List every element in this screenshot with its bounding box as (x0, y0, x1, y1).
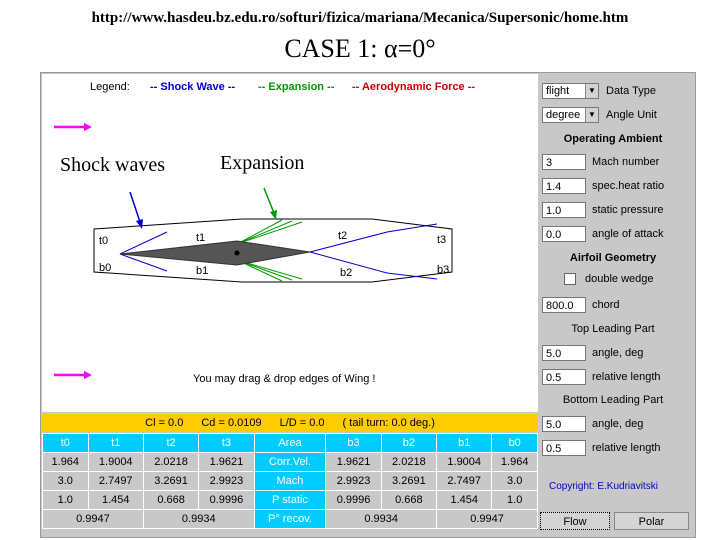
table-row (43, 472, 538, 491)
mach-label: Mach number (592, 156, 660, 168)
table-cell: 1.9621 (199, 453, 254, 472)
wing-shape[interactable] (120, 241, 310, 265)
cl-value: Cl = 0.0 (145, 417, 184, 429)
flow-button[interactable]: Flow (540, 512, 610, 530)
table-cell: 1.964 (43, 453, 89, 472)
bottom-length-label: relative length (592, 442, 661, 454)
operating-ambient-title: Operating Ambient (563, 133, 663, 145)
table-cell: 1.454 (437, 491, 492, 510)
bottom-angle-input[interactable]: 5.0 (542, 416, 586, 432)
bottom-angle-label: angle, deg (592, 418, 644, 430)
flow-table (42, 433, 538, 529)
table-header-row (43, 434, 538, 453)
results-bar (42, 414, 538, 432)
table-row-key: Mach (254, 472, 326, 491)
chevron-down-icon: ▼ (585, 108, 598, 122)
table-header: t1 (88, 434, 143, 453)
spec-heat-input[interactable]: 1.4 (542, 178, 586, 194)
expansion-annotation-arrow (264, 188, 277, 220)
label-t1: t1 (196, 232, 206, 244)
table-row-recov (43, 510, 538, 529)
table-header: t3 (199, 434, 254, 453)
table-header: b0 (492, 434, 538, 453)
table-header: t0 (43, 434, 89, 453)
double-wedge-label: double wedge (585, 273, 654, 285)
mach-input[interactable]: 3 (542, 154, 586, 170)
chord-input[interactable]: 800.0 (542, 297, 586, 313)
table-header: b1 (437, 434, 492, 453)
label-b3: b3 (437, 264, 450, 276)
table-header: t2 (143, 434, 198, 453)
cd-value: Cd = 0.0109 (201, 417, 262, 429)
expansion-annotation: Expansion (220, 152, 305, 174)
spec-heat-label: spec.heat ratio (592, 180, 665, 192)
top-length-input[interactable]: 0.5 (542, 369, 586, 385)
top-leading-title: Top Leading Part (571, 323, 655, 335)
label-t2: t2 (338, 230, 348, 242)
top-angle-input[interactable]: 5.0 (542, 345, 586, 361)
table-cell: 1.9004 (437, 453, 492, 472)
table-row (43, 491, 538, 510)
chord-label: chord (592, 299, 620, 311)
data-type-value: flight (546, 85, 570, 97)
top-length-label: relative length (592, 371, 661, 383)
shock-annotation-arrow (130, 192, 143, 229)
table-cell: 0.9934 (326, 510, 437, 529)
angle-unit-select[interactable] (542, 107, 599, 123)
table-header: b3 (326, 434, 381, 453)
table-row-key: P° recov. (254, 510, 326, 529)
table-cell: 0.9996 (199, 491, 254, 510)
double-wedge-checkbox[interactable] (564, 273, 576, 285)
label-t3: t3 (437, 234, 447, 246)
legend-label: Legend: (90, 81, 130, 93)
table-cell: 3.2691 (381, 472, 436, 491)
table-row (43, 453, 538, 472)
table-cell: 2.9923 (326, 472, 381, 491)
table-cell: 0.9934 (143, 510, 254, 529)
case-title: CASE 1: α=0° (284, 34, 436, 63)
table-cell: 1.0 (492, 491, 538, 510)
angle-unit-value: degree (546, 109, 581, 121)
table-cell: 1.964 (492, 453, 538, 472)
table-cell: 0.9947 (437, 510, 538, 529)
table-row-key: P static (254, 491, 326, 510)
table-cell: 3.2691 (143, 472, 198, 491)
chevron-down-icon: ▼ (585, 84, 598, 98)
label-b2: b2 (340, 267, 353, 279)
bottom-length-input[interactable]: 0.5 (542, 440, 586, 456)
static-pressure-label: static pressure (592, 204, 664, 216)
data-type-select[interactable] (542, 83, 599, 99)
table-cell: 0.9947 (43, 510, 144, 529)
bottom-leading-title: Bottom Leading Part (562, 394, 664, 406)
table-cell: 1.454 (88, 491, 143, 510)
table-cell: 2.0218 (143, 453, 198, 472)
copyright-text: Copyright: E.Kudriavitski (549, 481, 658, 492)
table-cell: 2.7497 (437, 472, 492, 491)
table-cell: 3.0 (43, 472, 89, 491)
table-cell: 2.0218 (381, 453, 436, 472)
table-cell: 3.0 (492, 472, 538, 491)
airfoil-diagram[interactable] (42, 74, 538, 412)
table-row-key: Corr.Vel. (254, 453, 326, 472)
static-pressure-input[interactable]: 1.0 (542, 202, 586, 218)
table-header: Area (254, 434, 326, 453)
label-t0: t0 (99, 235, 109, 247)
shock-waves-annotation: Shock waves (60, 154, 165, 176)
legend-force: -- Aerodynamic Force -- (352, 81, 476, 93)
table-cell: 0.668 (381, 491, 436, 510)
angle-unit-label: Angle Unit (606, 109, 657, 121)
data-type-label: Data Type (606, 85, 656, 97)
table-cell: 2.9923 (199, 472, 254, 491)
table-cell: 0.668 (143, 491, 198, 510)
legend-shock: -- Shock Wave -- (150, 81, 236, 93)
ld-value: L/D = 0.0 (279, 417, 325, 429)
legend-expansion: -- Expansion -- (258, 81, 335, 93)
table-cell: 1.9621 (326, 453, 381, 472)
label-b1: b1 (196, 265, 209, 277)
tail-turn-value: ( tail turn: 0.0 deg.) (342, 417, 435, 429)
table-cell: 1.0 (43, 491, 89, 510)
aero-force-arrow-bottom (54, 371, 92, 379)
top-angle-label: angle, deg (592, 347, 644, 359)
page-url: http://www.hasdeu.bz.edu.ro/softuri/fizica/mariana/Mecanica/Supersonic/home.htm (91, 10, 629, 26)
polar-button[interactable]: Polar (614, 512, 689, 530)
table-cell: 0.9996 (326, 491, 381, 510)
aero-force-arrow-top (54, 123, 92, 131)
table-header: b2 (381, 434, 436, 453)
airfoil-geometry-title: Airfoil Geometry (569, 252, 657, 264)
drag-message: You may drag & drop edges of Wing ! (193, 373, 376, 385)
wing-center-point[interactable] (235, 251, 240, 256)
table-cell: 1.9004 (88, 453, 143, 472)
table-cell: 2.7497 (88, 472, 143, 491)
angle-attack-input[interactable]: 0.0 (542, 226, 586, 242)
label-b0: b0 (99, 262, 112, 274)
angle-attack-label: angle of attack (592, 228, 664, 240)
